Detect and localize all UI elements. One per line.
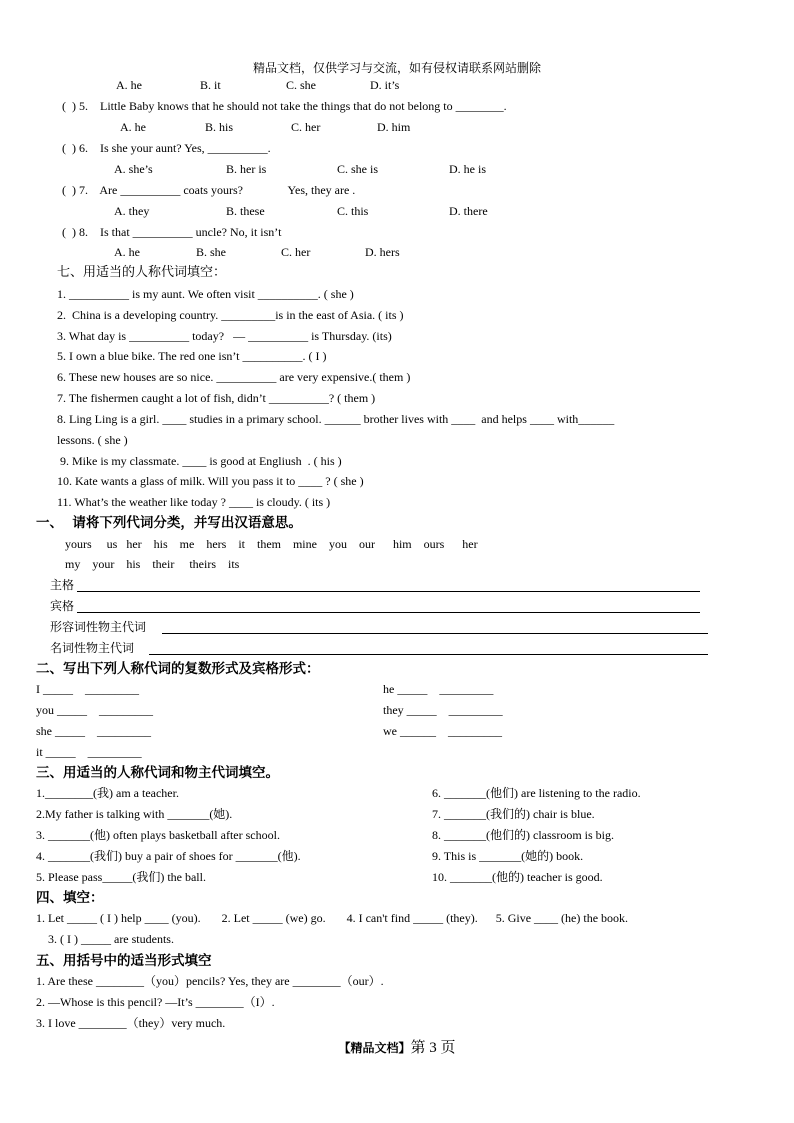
question-7: ( ) 7. Are __________ coats yours? Yes, they are . [62,183,356,197]
category-noun-possessive: 名词性物主代词 [50,641,135,655]
answer-line [77,591,700,592]
category-adj-possessive: 形容词性物主代词 [50,620,147,634]
q6-option-a: A. she’s [114,162,153,176]
s3-item-6: 6. _______(他们) are listening to the radio. [432,786,641,800]
s4-line-1: 1. Let _____ ( I ) help ____ (you). 2. Let _____ (we) go. 4. I can't find _____ (they). 5. Give ____ (he) the book. [36,911,629,925]
q5-option-a: A. he [120,120,146,134]
section-4-title: 四、填空： [36,890,104,906]
section-3-title: 三、用适当的人称代词和物主代词填空。 [36,765,279,781]
q4-option-a: A. he [116,78,142,92]
answer-line [149,654,708,655]
q4-option-b: B. it [200,78,221,92]
q5-option-c: C. her [291,120,321,134]
s3-item-9: 9. This is _______(她的) book. [432,849,584,863]
s3-item-8: 8. _______(他们的) classroom is big. [432,828,614,842]
page-header: 精品文档，仅供学习与交流，如有侵权请联系网站删除 [252,61,541,75]
s7-line-5: 5. I own a blue bike. The red one isn’t __________. ( I ) [57,349,327,363]
s5-line-2: 2. —Whose is this pencil? —It’s ________（I）. [36,995,275,1009]
plural-we: we ______ _________ [383,724,502,738]
s3-item-5: 5. Please pass_____(我们) the ball. [36,870,206,884]
question-5: ( ) 5. Little Baby knows that he should not take the things that do not belong to ________. [62,99,507,113]
s7-line-8-cont: lessons. ( she ) [57,433,128,447]
question-8: ( ) 8. Is that __________ uncle? No, it isn’t [62,225,282,239]
q8-option-a: A. he [114,245,140,259]
q5-option-d: D. him [377,120,411,134]
answer-line [77,612,700,613]
s3-item-3: 3. _______(他) often plays basketball after school. [36,828,280,842]
q6-option-d: D. he is [449,162,486,176]
s7-line-7: 7. The fishermen caught a lot of fish, didn’t __________? ( them ) [57,391,376,405]
plural-he: he _____ _________ [383,682,494,696]
q7-option-a: A. they [114,204,150,218]
s7-line-9: 9. Mike is my classmate. ____ is good at Engliush . ( his ) [57,454,342,468]
q7-option-b: B. these [226,204,265,218]
pronoun-list-2: my your his their theirs its [65,557,240,571]
q6-option-c: C. she is [337,162,379,176]
s3-item-10: 10. _______(他的) teacher is good. [432,870,603,884]
q7-option-c: C. this [337,204,369,218]
s7-line-6: 6. These new houses are so nice. __________ are very expensive.( them ) [57,370,411,384]
s7-line-2: 2. China is a developing country. _________is in the east of Asia. ( its ) [57,308,404,322]
s5-line-1: 1. Are these ________（you）pencils? Yes, they are ________（our）. [36,974,384,988]
q4-option-d: D. it’s [370,78,400,92]
question-6: ( ) 6. Is she your aunt? Yes, __________. [62,141,271,155]
s7-line-11: 11. What’s the weather like today ? ____ is cloudy. ( its ) [57,495,331,509]
q7-option-d: D. there [449,204,488,218]
s3-item-2: 2.My father is talking with _______(她). [36,807,233,821]
section-2-title: 二、写出下列人称代词的复数形式及宾格形式： [36,661,320,677]
s4-line-2: 3. ( I ) _____ are students. [36,932,174,946]
footer-tag: 【精品文档】 [338,1041,411,1055]
q8-option-c: C. her [281,245,311,259]
page-number: 第 3 页 [410,1040,456,1056]
section-1-title: 一、 请将下列代词分类，并写出汉语意思。 [36,515,302,531]
s3-item-7: 7. _______(我们的) chair is blue. [432,807,595,821]
plural-she: she _____ _________ [36,724,151,738]
q6-option-b: B. her is [226,162,267,176]
plural-you: you _____ _________ [36,703,153,717]
plural-it: it _____ _________ [36,745,142,759]
q8-option-b: B. she [196,245,226,259]
s7-line-1: 1. __________ is my aunt. We often visit __________. ( she ) [57,287,354,301]
category-subject: 主格 [50,578,75,592]
q8-option-d: D. hers [365,245,400,259]
page-footer [0,1036,794,1057]
q5-option-b: B. his [205,120,234,134]
plural-they: they _____ _________ [383,703,503,717]
s3-item-1: 1.________(我) am a teacher. [36,786,179,800]
plural-I: I _____ _________ [36,682,139,696]
q4-option-c: C. she [286,78,316,92]
s7-line-3: 3. What day is __________ today? — __________ is Thursday. (its) [57,329,392,343]
pronoun-list-1: yours us her his me hers it them mine you our him ours her [65,537,478,551]
section-7-title: 七、用适当的人称代词填空： [57,265,227,280]
answer-line [162,633,708,634]
s5-line-3: 3. I love ________（they）very much. [36,1016,226,1030]
s7-line-8: 8. Ling Ling is a girl. ____ studies in a primary school. ______ brother lives with ____ and helps ____ with______ [57,412,615,426]
s3-item-4: 4. _______(我们) buy a pair of shoes for _______(他). [36,849,301,863]
category-object: 宾格 [50,599,75,613]
section-5-title: 五、用括号中的适当形式填空 [36,953,212,969]
s7-line-10: 10. Kate wants a glass of milk. Will you pass it to ____ ? ( she ) [57,474,364,488]
